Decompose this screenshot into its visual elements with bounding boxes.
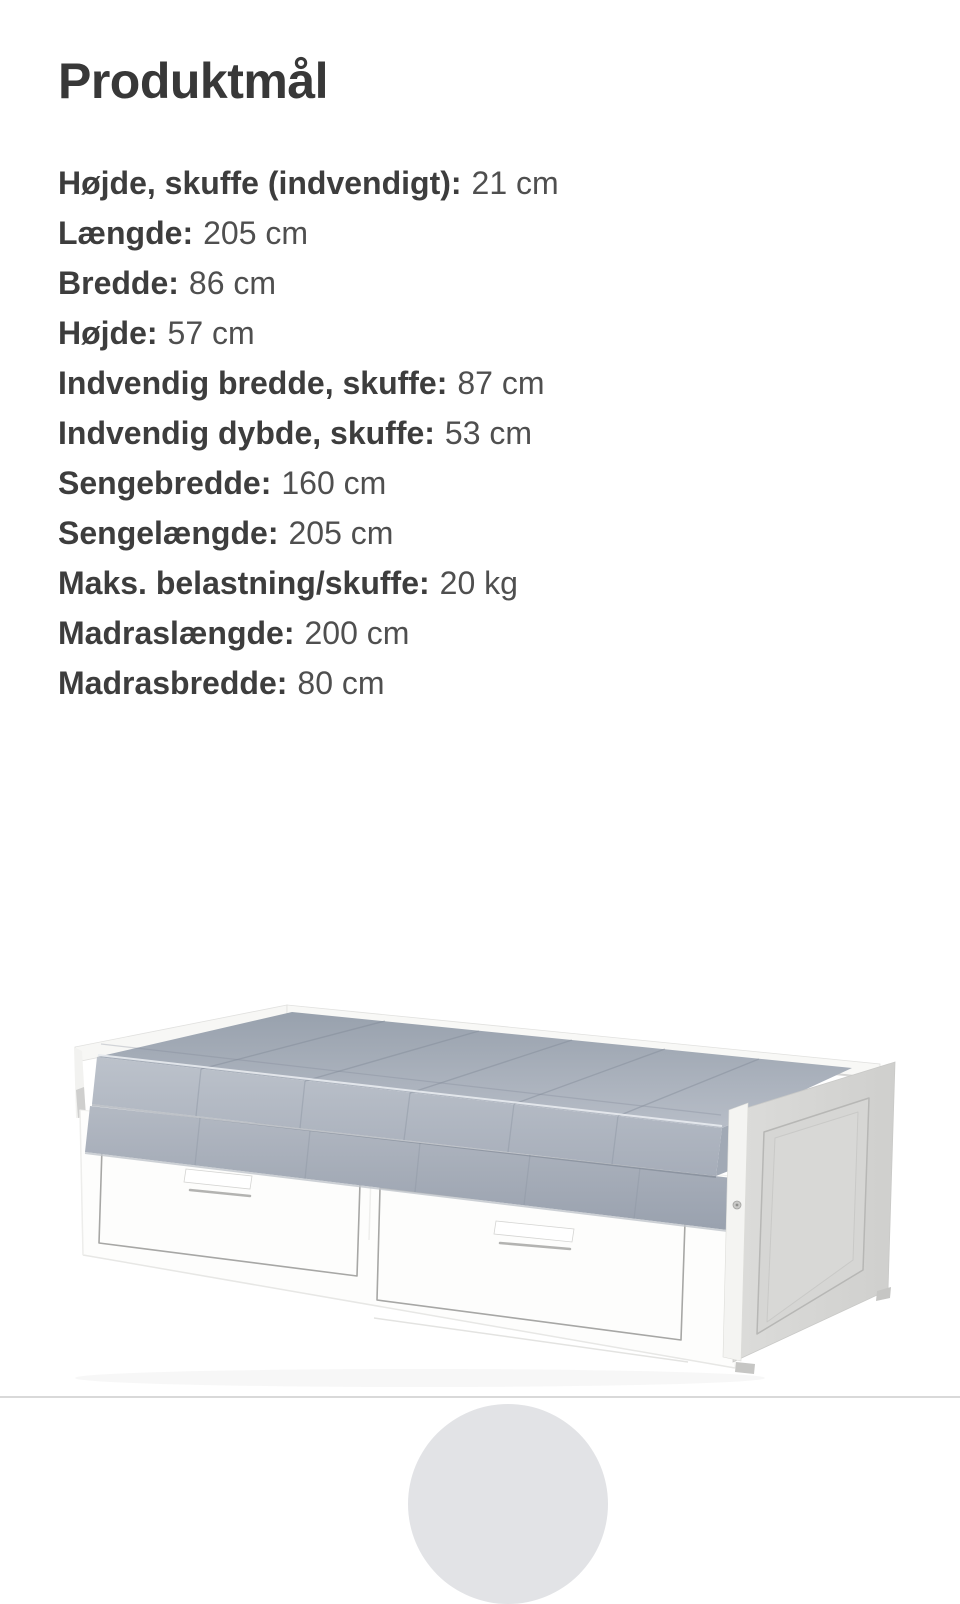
measurement-row <box>58 208 559 258</box>
measurement-value: 205 cm <box>288 515 394 551</box>
measurement-label: Sengelængde: <box>58 515 279 551</box>
measurement-label: Madraslængde: <box>58 615 295 651</box>
measurement-value: 80 cm <box>297 665 385 701</box>
measurement-row <box>58 658 559 708</box>
screw-cap-center <box>736 1204 739 1207</box>
measurement-label: Længde: <box>58 215 194 251</box>
measurement-row <box>58 608 559 658</box>
measurement-label: Indvendig dybde, skuffe: <box>58 415 435 451</box>
measurement-value: 87 cm <box>457 365 545 401</box>
measurements-list <box>58 158 559 708</box>
measurement-label: Sengebredde: <box>58 465 272 501</box>
measurement-label: Madrasbredde: <box>58 665 288 701</box>
measurement-row <box>58 508 559 558</box>
measurement-value: 20 kg <box>439 565 518 601</box>
measurement-value: 21 cm <box>471 165 559 201</box>
measurement-value: 86 cm <box>188 265 277 301</box>
measurement-row <box>58 458 559 508</box>
measurement-value: 57 cm <box>167 315 255 351</box>
floor-shadow <box>75 1369 765 1387</box>
measurement-label: Højde, skuffe (indvendigt): <box>58 165 462 201</box>
side-panel <box>723 1062 895 1362</box>
measurement-label: Bredde: <box>58 265 179 301</box>
measurement-row <box>58 408 559 458</box>
measurement-label: Indvendig bredde, skuffe: <box>58 365 448 401</box>
measurement-label: Højde: <box>58 315 158 351</box>
section-divider <box>0 1396 960 1398</box>
measurement-value: 53 cm <box>444 415 533 451</box>
daybed-illustration <box>0 940 960 1400</box>
measurement-value: 205 cm <box>203 215 309 251</box>
measurement-row <box>58 558 559 608</box>
measurement-row <box>58 258 559 308</box>
measurement-row <box>58 158 559 208</box>
front-foot <box>735 1362 755 1374</box>
measurement-row <box>58 308 559 358</box>
floating-bubble-button[interactable] <box>408 1404 608 1604</box>
measurement-row <box>58 358 559 408</box>
page-title: Produktmål <box>58 53 329 109</box>
measurement-label: Maks. belastning/skuffe: <box>58 565 430 601</box>
product-image <box>0 940 960 1400</box>
measurement-value: 200 cm <box>304 615 410 651</box>
measurement-value: 160 cm <box>281 465 387 501</box>
